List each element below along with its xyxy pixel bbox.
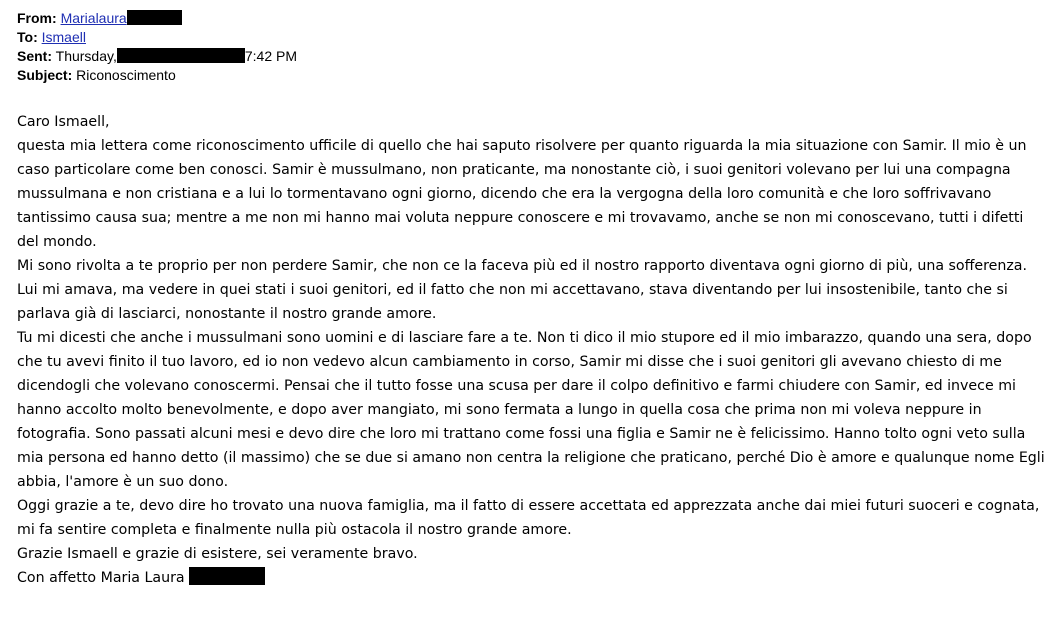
redaction-bar <box>117 48 245 63</box>
sent-label: Sent: <box>17 48 52 64</box>
email-message <box>17 9 1047 590</box>
signature: Con affetto Maria Laura <box>17 570 185 586</box>
sent-time: 7:42 PM <box>244 48 297 64</box>
redaction-bar <box>127 10 182 25</box>
from-label: From: <box>17 10 57 26</box>
to-row <box>17 28 1047 47</box>
body-paragraph: Tu mi dicesti che anche i mussulmani sono uomini e di lasciare fare a te. Non ti dico il mio stupore ed il mio imbarazzo, quando una sera, dopo che tu avevi finito il tuo lavoro, ed io non vedevo alcun cambiamento in corso, Samir mi disse che i suoi genitori gli avevano chiesto di me dicendogli che volevano conoscermi. Pensai che il tutto fosse una scusa per dare il colpo definitivo e farmi chiudere con Samir, ed invece mi hanno accolto molto benevolmente, e dopo aver mangiato, mi sono fermata a lungo in quella cosa che prima non mi voleva neppure in fotografia. Sono passati alcuni mesi e devo dire che loro mi trattano come fossi una figlia e Samir ne è felicissimo. Hanno tolto ogni veto sulla mia persona ed hanno detto (il massimo) che se due si amano non centra la religione che praticano, perché Dio è amore e qualunque nome Egli abbia, l'amore è un suo dono. <box>17 330 1045 490</box>
from-link[interactable]: Marialaura <box>60 10 127 26</box>
redaction-bar <box>189 567 265 585</box>
sent-day: Thursday, <box>55 48 117 64</box>
to-label: To: <box>17 29 38 45</box>
to-link[interactable]: Ismaell <box>41 29 86 45</box>
subject-value: Riconoscimento <box>76 67 176 83</box>
body-paragraph: Oggi grazie a te, devo dire ho trovato una nuova famiglia, ma il fatto di essere accettata ed apprezzata anche dai miei futuri suoceri e cognata, mi fa sentire completa e finalmente nulla più ostacola il nostro grande amore. <box>17 498 1040 538</box>
body-paragraph: Mi sono rivolta a te proprio per non perdere Samir, che non ce la faceva più ed il nostro rapporto diventava ogni giorno di più, una sofferenza. Lui mi amava, ma vedere in quei stati i suoi genitori, ed il fatto che non mi accettavano, stava diventando per lui insostenibile, tanto che si parlava già di lasciarci, nonostante il nostro grande amore. <box>17 258 1028 322</box>
sent-row <box>17 47 1047 66</box>
from-row <box>17 9 1047 28</box>
body-paragraph: questa mia lettera come riconoscimento ufficile di quello che hai saputo risolvere per quanto riguarda la mia situazione con Samir. Il mio è un caso particolare come ben conosci. Samir è mussulmano, non praticante, ma nonostante ciò, i suoi genitori volevano per lui una compagna mussulmana e non cristiana e a lui lo tormentavano ogni giorno, dicendo che era la vergogna della loro comunità e che loro soffrivavano tantissimo causa sua; mentre a me non mi hanno mai voluta neppure conoscere e mi trovavamo, anche se non mi conoscevano, tutti i difetti del mondo. <box>17 138 1027 250</box>
signature-line <box>17 566 1047 590</box>
email-header <box>17 9 1047 85</box>
body-paragraph: Grazie Ismaell e grazie di esistere, sei veramente bravo. <box>17 546 418 562</box>
email-body <box>17 110 1047 590</box>
subject-label: Subject: <box>17 67 73 83</box>
subject-row <box>17 66 1047 85</box>
greeting: Caro Ismaell, <box>17 114 110 130</box>
